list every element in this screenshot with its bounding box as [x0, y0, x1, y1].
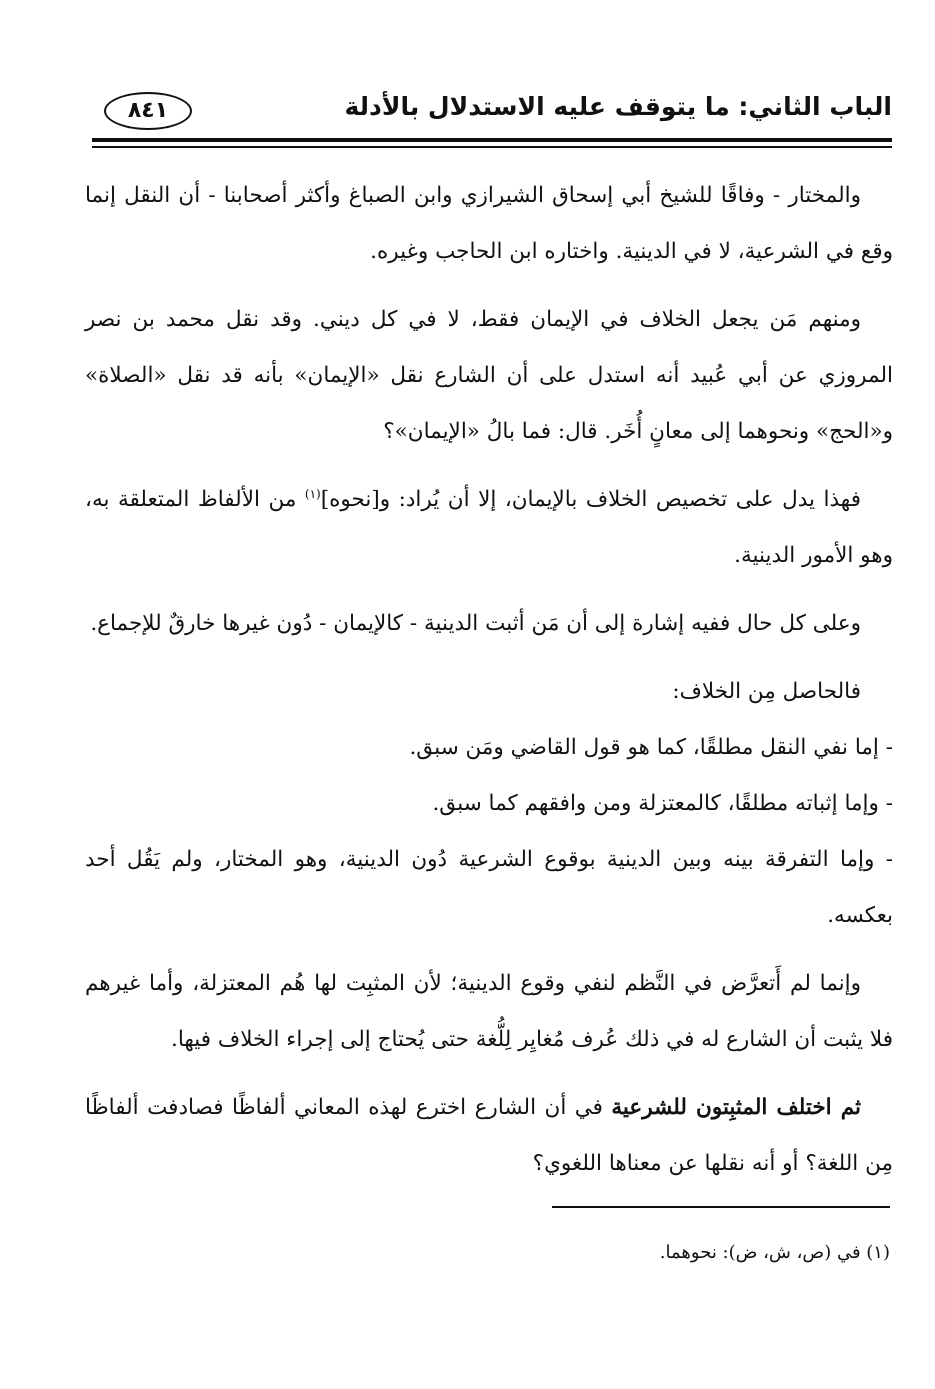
paragraph-2: ومنهم مَن يجعل الخلاف في الإيمان فقط، لا في كل ديني. وقد نقل محمد بن نصر المروزي عن أبي عُبيد أنه استدل على أن الشارع نقل «الإيمان» بأنه قد نقل «الصلاة» و«الحج» ونحوهما إلى معانٍ أُخَر. قال: فما بالُ «الإيمان»؟ — [85, 307, 893, 444]
paragraph-1: والمختار - وفاقًا للشيخ أبي إسحاق الشيرازي وابن الصباغ وأكثر أصحابنا - أن النقل إنما وقع في الشرعية، لا في الدينية. واختاره ابن الحاجب وغيره. — [85, 183, 893, 264]
header-rule-thick — [92, 138, 892, 142]
summary-item-2: - وإما إثباته مطلقًا، كالمعتزلة ومن وافقهم كما سبق. — [432, 791, 893, 816]
paragraph-4: وعلى كل حال ففيه إشارة إلى أن مَن أثبت الدينية - كالإيمان - دُون غيرها خارقٌ للإجماع. — [90, 611, 861, 636]
paragraph-3 — [85, 472, 893, 584]
paragraph-6: وإنما لم أَتعرَّض في النَّظم لنفي وقوع الدينية؛ لأن المثبِت لها هُم المعتزلة، وأما غيرهم فلا يثبت أن الشارع له في ذلك عُرف مُغايِر لِلُّغة حتى يُحتاج إلى إجراء الخلاف فيها. — [85, 971, 893, 1052]
footnote-marker[interactable]: (١) — [304, 486, 321, 501]
header-rule-thin — [92, 146, 892, 148]
running-header — [92, 88, 892, 136]
page-number-oval: ٨٤١ — [104, 92, 192, 130]
summary-item-3: - وإما التفرقة بينه وبين الدينية بوقوع الشرعية دُون الدينية، وهو المختار، ولم يَقُل أحد بعكسه. — [85, 847, 893, 928]
paragraph-3-end: من الألفاظ المتعلقة به، وهو الأمور الدينية. — [85, 487, 893, 568]
paragraph-7-bold-lead: ثم اختلف المثبِتون للشرعية — [611, 1095, 861, 1120]
summary-item-1: - إما نفي النقل مطلقًا، كما هو قول القاضي ومَن سبق. — [409, 735, 893, 760]
footnote-1: (١) في (ص، ش، ض): نحوهما. — [659, 1242, 890, 1263]
paragraph-7-rest: في أن الشارع اخترع لهذه المعاني ألفاظًا فصادفت ألفاظًا مِن اللغة؟ أو أنه نقلها عن معناها اللغوي؟ — [85, 1095, 893, 1176]
paragraph-3-start: فهذا يدل على تخصيص الخلاف بالإيمان، إلا أن يُراد: و[نحوه] — [320, 487, 861, 512]
main-text — [85, 168, 893, 1204]
footnote-separator — [552, 1206, 890, 1208]
chapter-title: الباب الثاني: ما يتوقف عليه الاستدلال بالأدلة — [344, 92, 892, 121]
summary-intro: فالحاصل مِن الخلاف: — [672, 679, 861, 704]
paragraph-7 — [85, 1080, 893, 1192]
